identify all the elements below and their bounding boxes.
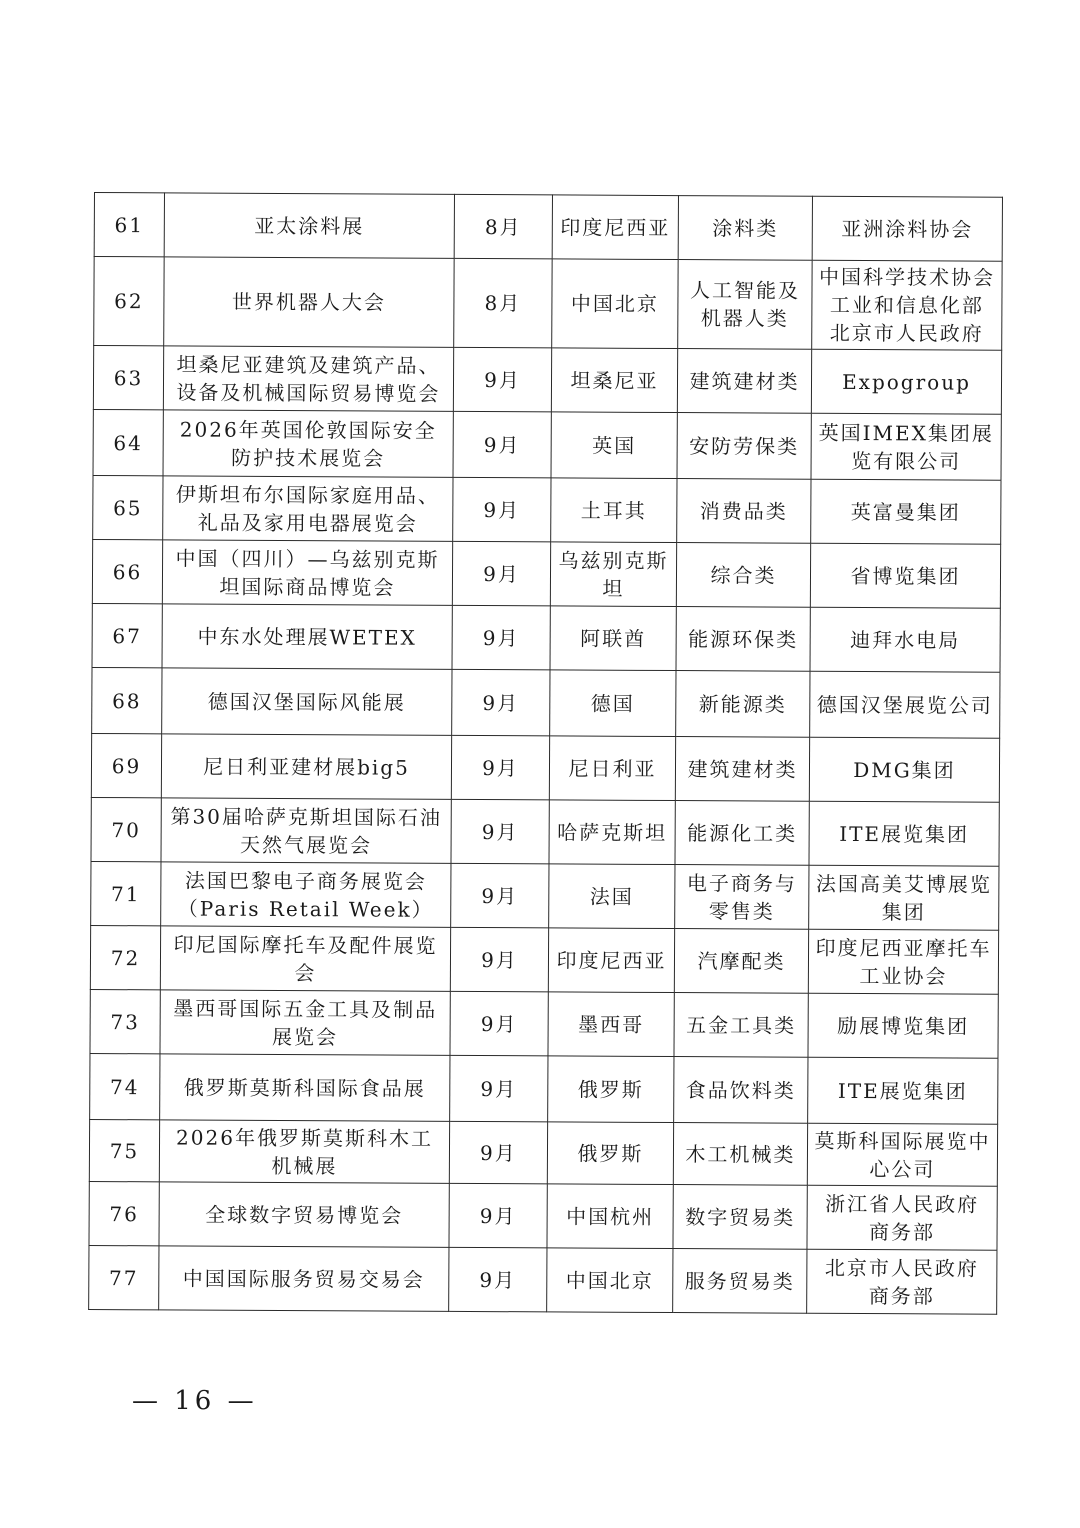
exhibition-name: 中国国际服务贸易交易会 bbox=[159, 1246, 449, 1312]
exhibition-category: 电子商务与零售类 bbox=[675, 865, 809, 930]
exhibition-category: 消费品类 bbox=[677, 479, 811, 544]
exhibition-month: 9月 bbox=[449, 1247, 547, 1312]
exhibition-organizer: 省博览集团 bbox=[810, 543, 1000, 608]
table-row bbox=[90, 925, 998, 994]
exhibition-month: 9月 bbox=[452, 669, 550, 736]
exhibition-month: 9月 bbox=[449, 1183, 547, 1248]
exhibition-place: 俄罗斯 bbox=[547, 1122, 673, 1185]
exhibition-category: 综合类 bbox=[676, 543, 810, 608]
exhibition-place: 印度尼西亚 bbox=[552, 195, 678, 260]
exhibition-place: 坦桑尼亚 bbox=[551, 348, 677, 413]
exhibition-organizer: Expogroup bbox=[811, 349, 1001, 414]
exhibition-organizer: 北京市人民政府 商务部 bbox=[807, 1249, 997, 1314]
exhibition-name: 全球数字贸易博览会 bbox=[159, 1182, 449, 1248]
exhibition-organizer: 浙江省人民政府 商务部 bbox=[807, 1185, 997, 1250]
row-number: 62 bbox=[94, 257, 164, 346]
row-number: 61 bbox=[94, 193, 164, 257]
exhibition-place: 中国北京 bbox=[547, 1248, 673, 1313]
table-row bbox=[92, 539, 1000, 608]
exhibition-category: 食品饮料类 bbox=[674, 1057, 808, 1124]
exhibition-place: 中国北京 bbox=[552, 259, 678, 349]
exhibition-place: 英国 bbox=[551, 412, 677, 479]
row-number: 70 bbox=[91, 797, 161, 861]
row-number: 77 bbox=[89, 1245, 159, 1309]
table-row bbox=[93, 409, 1001, 480]
exhibition-name: 2026年英国伦敦国际安全防护技术展览会 bbox=[163, 410, 453, 478]
exhibition-place: 墨西哥 bbox=[548, 992, 674, 1057]
exhibition-month: 9月 bbox=[453, 347, 551, 412]
row-number: 63 bbox=[93, 346, 163, 410]
exhibition-month: 9月 bbox=[453, 411, 551, 478]
table-row bbox=[91, 861, 999, 930]
exhibition-category: 建筑建材类 bbox=[675, 737, 809, 802]
exhibition-category: 建筑建材类 bbox=[677, 349, 811, 414]
row-number: 73 bbox=[90, 989, 160, 1053]
row-number: 67 bbox=[92, 603, 162, 667]
exhibition-category: 新能源类 bbox=[676, 671, 810, 738]
exhibition-month: 9月 bbox=[451, 863, 549, 928]
table-row bbox=[91, 733, 999, 802]
exhibition-name: 法国巴黎电子商务展览会（Paris Retail Week） bbox=[161, 862, 451, 928]
table-row bbox=[93, 346, 1001, 415]
exhibition-month: 8月 bbox=[454, 194, 552, 259]
exhibition-month: 9月 bbox=[452, 605, 550, 670]
table-row bbox=[93, 475, 1001, 544]
exhibition-organizer: DMG集团 bbox=[809, 737, 999, 802]
exhibition-organizer: ITE展览集团 bbox=[808, 1057, 998, 1124]
page-number: — 16 — bbox=[132, 1386, 258, 1416]
table-row bbox=[90, 1053, 998, 1124]
row-number: 72 bbox=[90, 925, 160, 989]
exhibition-month: 9月 bbox=[453, 477, 551, 542]
table-row bbox=[90, 989, 998, 1058]
exhibition-month: 9月 bbox=[450, 927, 548, 992]
exhibition-organizer: 亚洲涂料协会 bbox=[812, 196, 1002, 261]
exhibition-month: 9月 bbox=[452, 541, 550, 606]
exhibition-organizer: 德国汉堡展览公司 bbox=[810, 671, 1000, 738]
exhibition-month: 8月 bbox=[454, 258, 552, 348]
table-row bbox=[89, 1119, 997, 1186]
exhibition-name: 印尼国际摩托车及配件展览会 bbox=[160, 926, 450, 992]
row-number: 69 bbox=[91, 733, 161, 797]
exhibition-place: 阿联酋 bbox=[550, 606, 676, 671]
exhibition-category: 能源化工类 bbox=[675, 801, 809, 866]
exhibition-name: 中东水处理展WETEX bbox=[162, 604, 452, 670]
exhibition-month: 9月 bbox=[449, 1121, 547, 1184]
exhibition-name: 亚太涂料展 bbox=[164, 193, 454, 259]
exhibition-category: 木工机械类 bbox=[673, 1123, 807, 1186]
exhibition-place: 德国 bbox=[550, 670, 676, 737]
exhibition-place: 俄罗斯 bbox=[548, 1056, 674, 1123]
exhibition-organizer: 莫斯科国际展览中心公司 bbox=[807, 1123, 997, 1186]
exhibition-place: 印度尼西亚 bbox=[548, 928, 674, 993]
exhibition-category: 能源环保类 bbox=[676, 607, 810, 672]
exhibition-organizer: 印度尼西亚摩托车工业协会 bbox=[808, 929, 998, 994]
exhibition-place: 法国 bbox=[549, 864, 675, 929]
row-number: 71 bbox=[91, 861, 161, 925]
table-row bbox=[92, 667, 1000, 738]
exhibition-category: 涂料类 bbox=[678, 196, 812, 261]
exhibition-category: 五金工具类 bbox=[674, 993, 808, 1058]
exhibition-place: 乌兹别克斯坦 bbox=[550, 542, 676, 607]
exhibition-organizer: 英富曼集团 bbox=[811, 479, 1001, 544]
exhibition-category: 数字贸易类 bbox=[673, 1185, 807, 1250]
exhibition-name: 俄罗斯莫斯科国际食品展 bbox=[160, 1054, 450, 1122]
exhibition-month: 9月 bbox=[450, 991, 548, 1056]
exhibition-place: 尼日利亚 bbox=[549, 736, 675, 801]
exhibition-place: 中国杭州 bbox=[547, 1184, 673, 1249]
exhibition-organizer: ITE展览集团 bbox=[809, 801, 999, 866]
row-number: 74 bbox=[90, 1053, 160, 1119]
exhibition-category: 安防劳保类 bbox=[677, 413, 811, 480]
table-row bbox=[92, 603, 1000, 672]
exhibition-name: 第30届哈萨克斯坦国际石油天然气展览会 bbox=[161, 798, 451, 864]
exhibition-category: 人工智能及机器人类 bbox=[678, 260, 812, 350]
table-row bbox=[89, 1245, 997, 1314]
exhibition-name: 世界机器人大会 bbox=[164, 257, 454, 348]
exhibition-month: 9月 bbox=[451, 799, 549, 864]
exhibition-organizer: 法国高美艾博展览集团 bbox=[809, 865, 999, 930]
exhibition-category: 汽摩配类 bbox=[674, 929, 808, 994]
exhibition-table bbox=[88, 192, 1003, 1315]
row-number: 66 bbox=[92, 539, 162, 603]
exhibition-place: 土耳其 bbox=[551, 478, 677, 543]
exhibition-organizer: 中国科学技术协会 工业和信息化部 北京市人民政府 bbox=[812, 260, 1002, 350]
exhibition-month: 9月 bbox=[450, 1055, 548, 1122]
exhibition-name: 尼日利亚建材展big5 bbox=[161, 734, 451, 800]
exhibition-name: 墨西哥国际五金工具及制品展览会 bbox=[160, 990, 450, 1056]
row-number: 75 bbox=[89, 1119, 159, 1181]
exhibition-organizer: 励展博览集团 bbox=[808, 993, 998, 1058]
row-number: 65 bbox=[93, 475, 163, 539]
table-row bbox=[94, 193, 1002, 262]
row-number: 76 bbox=[89, 1181, 159, 1245]
table-row bbox=[94, 257, 1002, 351]
exhibition-name: 中国（四川）—乌兹别克斯坦国际商品博览会 bbox=[162, 540, 452, 606]
row-number: 64 bbox=[93, 409, 163, 475]
exhibition-name: 伊斯坦布尔国际家庭用品、礼品及家用电器展览会 bbox=[163, 476, 453, 542]
exhibition-name: 德国汉堡国际风能展 bbox=[162, 668, 452, 736]
exhibition-name: 2026年俄罗斯莫斯科木工机械展 bbox=[159, 1120, 449, 1184]
exhibition-organizer: 英国IMEX集团展览有限公司 bbox=[811, 413, 1001, 480]
exhibition-month: 9月 bbox=[451, 735, 549, 800]
table-row bbox=[91, 797, 999, 866]
exhibition-place: 哈萨克斯坦 bbox=[549, 800, 675, 865]
table-row bbox=[89, 1181, 997, 1250]
row-number: 68 bbox=[92, 667, 162, 733]
exhibition-name: 坦桑尼亚建筑及建筑产品、设备及机械国际贸易博览会 bbox=[163, 346, 453, 412]
exhibition-organizer: 迪拜水电局 bbox=[810, 607, 1000, 672]
exhibition-category: 服务贸易类 bbox=[673, 1249, 807, 1314]
